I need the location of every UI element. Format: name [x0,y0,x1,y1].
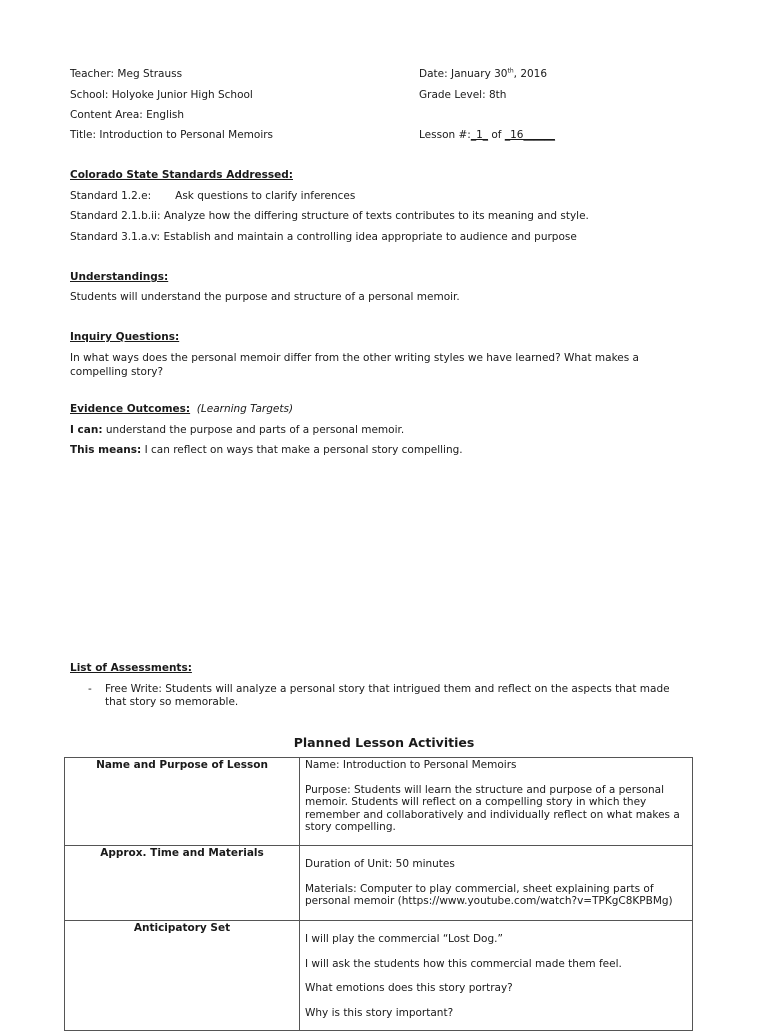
plan-table [64,757,693,1031]
row-label: Approx. Time and Materials [65,846,300,921]
table-row [65,846,693,921]
table-row [65,921,693,1031]
assessment-bullet: - [88,683,92,695]
standard-item: Standard 2.1.b.ii: Analyze how the differing structure of texts contributes to its meaning and style. [70,210,589,222]
row-content [300,758,693,846]
row-content [300,846,693,921]
lesson-number-line: Lesson #:_1_ of _16______ [419,129,555,141]
understandings-text: Students will understand the purpose and structure of a personal memoir. [70,291,460,303]
row-label: Anticipatory Set [65,921,300,1031]
understandings-heading: Understandings: [70,271,169,283]
row-paragraph: Why is this story important? [305,1006,454,1019]
standards-heading: Colorado State Standards Addressed: [70,169,293,181]
evidence-heading-line: Evidence Outcomes: (Learning Targets) [70,403,294,415]
content-area-line: Content Area: English [70,109,185,121]
inquiry-text: In what ways does the personal memoir differ from the other writing styles we have learned? What makes a compelling story? [70,352,639,378]
row-paragraph: Materials: Computer to play commercial, sheet explaining parts of personal memoir (https://www.youtube.com/watch?v=TPKgC8KPBMg) [305,882,673,907]
row-content [300,921,693,1031]
row-paragraph: I will play the commercial “Lost Dog.” [305,933,503,945]
standard-item: Standard 3.1.a.v: Establish and maintain a controlling idea appropriate to audience and purpose [70,231,577,243]
plan-title: Planned Lesson Activities [293,735,475,750]
row-paragraph: Purpose: Students will learn the structure and purpose of a personal memoir. Students will reflect on a compelling story in which they remember and collaboratively and individually reflect on what makes a story compelling. [305,783,680,833]
date-line: Date: January 30th, 2016 [419,67,548,80]
this-means-line: This means: I can reflect on ways that make a personal story compelling. [70,444,463,456]
title-line: Title: Introduction to Personal Memoirs [70,129,274,141]
teacher-line: Teacher: Meg Strauss [70,68,183,80]
row-paragraph: Duration of Unit: 50 minutes [305,858,455,870]
standard-item: Standard 1.2.e: Ask questions to clarify inferences [70,190,356,202]
row-paragraph: Name: Introduction to Personal Memoirs [305,759,517,771]
inquiry-heading: Inquiry Questions: [70,331,180,343]
row-label: Name and Purpose of Lesson [65,758,300,846]
table-row [65,758,693,846]
ican-line: I can: understand the purpose and parts of a personal memoir. [70,424,405,436]
assessments-heading: List of Assessments: [70,662,192,674]
school-line: School: Holyoke Junior High School [70,89,253,101]
row-paragraph: What emotions does this story portray? [305,982,513,994]
grade-line: Grade Level: 8th [419,89,507,101]
row-paragraph: I will ask the students how this commercial made them feel. [305,957,622,970]
assessment-item: Free Write: Students will analyze a personal story that intrigued them and reflect on the aspects that made that story so memorable. [105,683,670,708]
